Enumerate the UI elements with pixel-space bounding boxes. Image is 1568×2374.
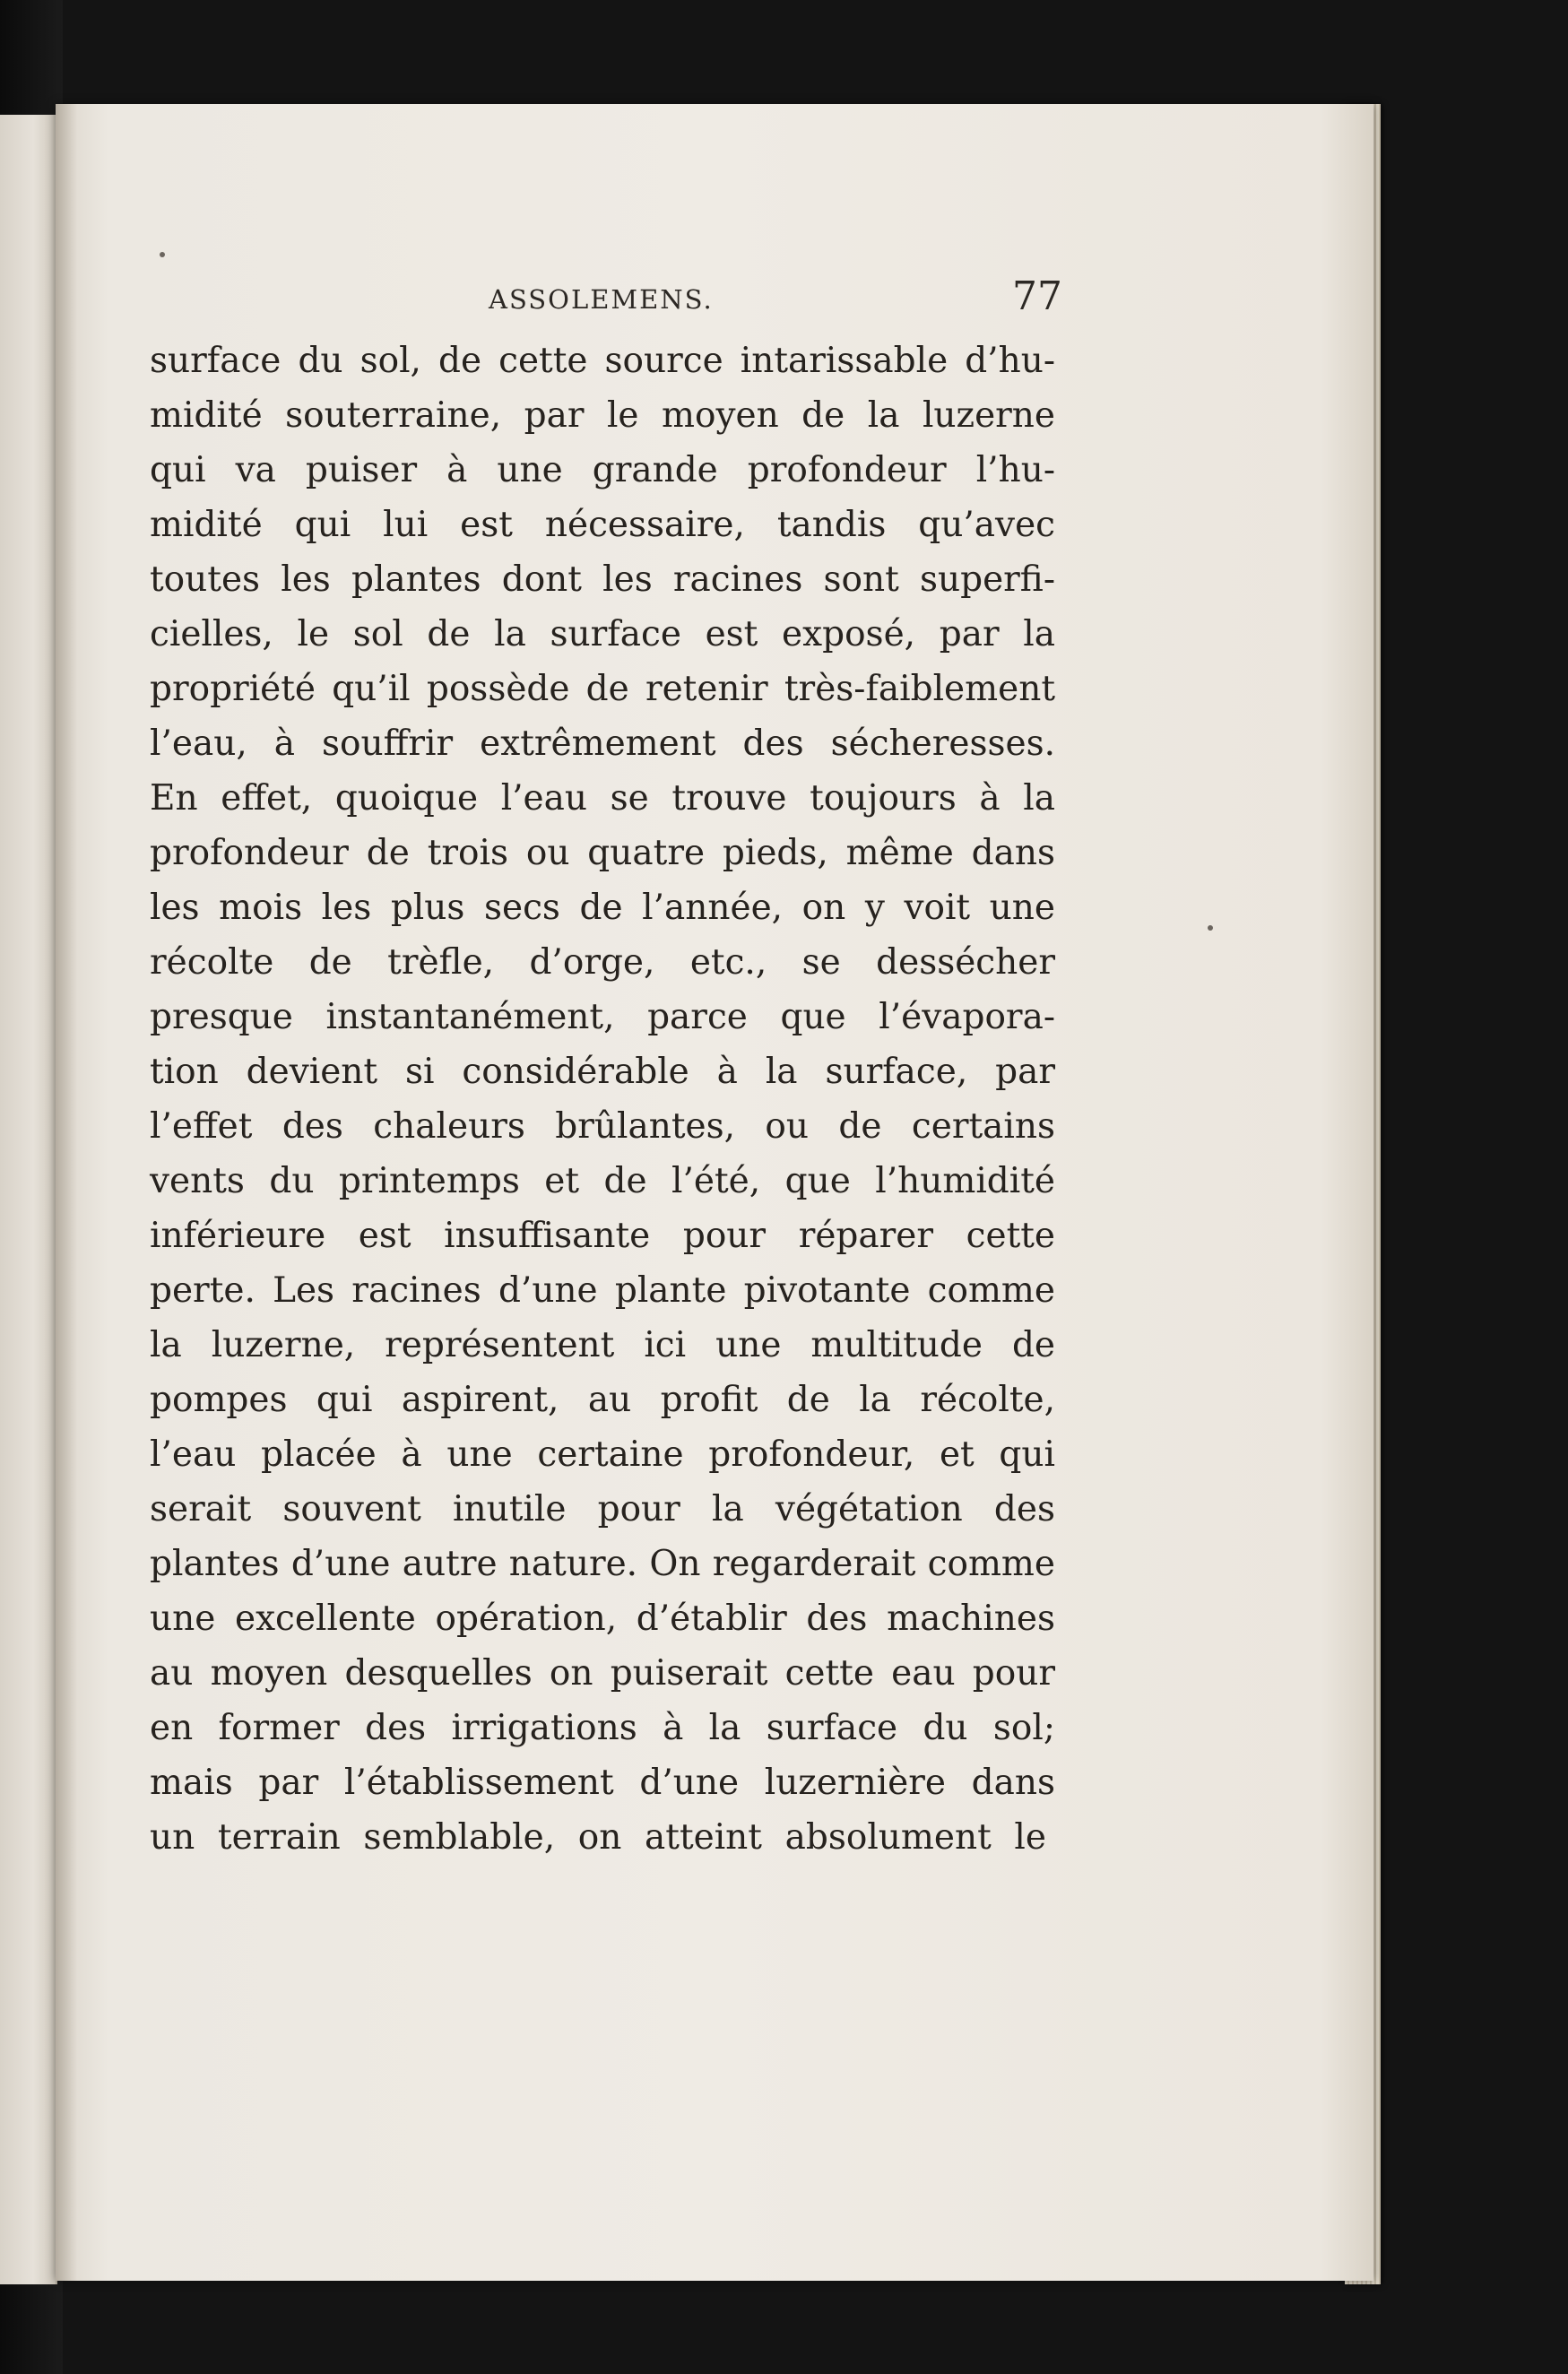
running-head-title: ASSOLEMENS. [489,284,714,315]
text-line: En effet, quoique l’eau se trouve toujours à la [150,778,1055,819]
text-line: cielles, le sol de la surface est exposé, par la [150,614,1055,654]
running-head [148,273,1062,327]
text-line: tion devient si considérable à la surface, par [150,1052,1055,1092]
text-line: perte. Les racines d’une plante pivotante comme [150,1270,1055,1311]
body-text [150,334,1055,1865]
text-line: la luzerne, représentent ici une multitude de [150,1325,1055,1365]
text-line: l’eau, à souffrir extrêmement des sécheresses. [150,723,1055,764]
text-line: au moyen desquelles on puiserait cette eau pour [150,1653,1055,1694]
text-line: vents du printemps et de l’été, que l’humidité [150,1161,1055,1201]
text-line: toutes les plantes dont les racines sont superfi- [150,559,1055,600]
text-line: une excellente opération, d’établir des machines [150,1599,1055,1639]
text-line: en former des irrigations à la surface du sol; [150,1708,1055,1748]
text-line: qui va puiser à une grande profondeur l’hu- [150,450,1055,490]
text-line: profondeur de trois ou quatre pieds, même dans [150,833,1055,873]
paper-speck [160,252,165,257]
page-gutter-shadow [56,104,77,2281]
text-line: l’effet des chaleurs brûlantes, ou de certains [150,1106,1055,1147]
text-line: l’eau placée à une certaine profondeur, et qui [150,1434,1055,1475]
text-line: midité souterraine, par le moyen de la luzerne [150,395,1055,436]
text-line: inférieure est insuffisante pour réparer cette [150,1216,1055,1256]
text-line: mais par l’établissement d’une luzernière dans [150,1763,1055,1803]
text-line: plantes d’une autre nature. On regarderait comme [150,1544,1055,1584]
text-line: propriété qu’il possède de retenir très-faiblement [150,669,1055,709]
text-line: un terrain semblable, on atteint absolument le [150,1817,1046,1858]
text-line: pompes qui aspirent, au profit de la récolte, [150,1380,1055,1420]
text-line: presque instantanément, parce que l’évapora- [150,997,1055,1037]
paper-speck [1208,925,1213,931]
text-line: serait souvent inutile pour la végétation des [150,1489,1055,1529]
text-line: surface du sol, de cette source intarissable d’hu- [150,341,1055,381]
text-line: les mois les plus secs de l’année, on y voit une [150,888,1055,928]
text-line: récolte de trèfle, d’orge, etc., se dessécher [150,942,1055,983]
page-number: 77 [1012,273,1062,319]
previous-page-edge [0,115,57,2284]
text-line: midité qui lui est nécessaire, tandis qu’avec [150,505,1055,545]
